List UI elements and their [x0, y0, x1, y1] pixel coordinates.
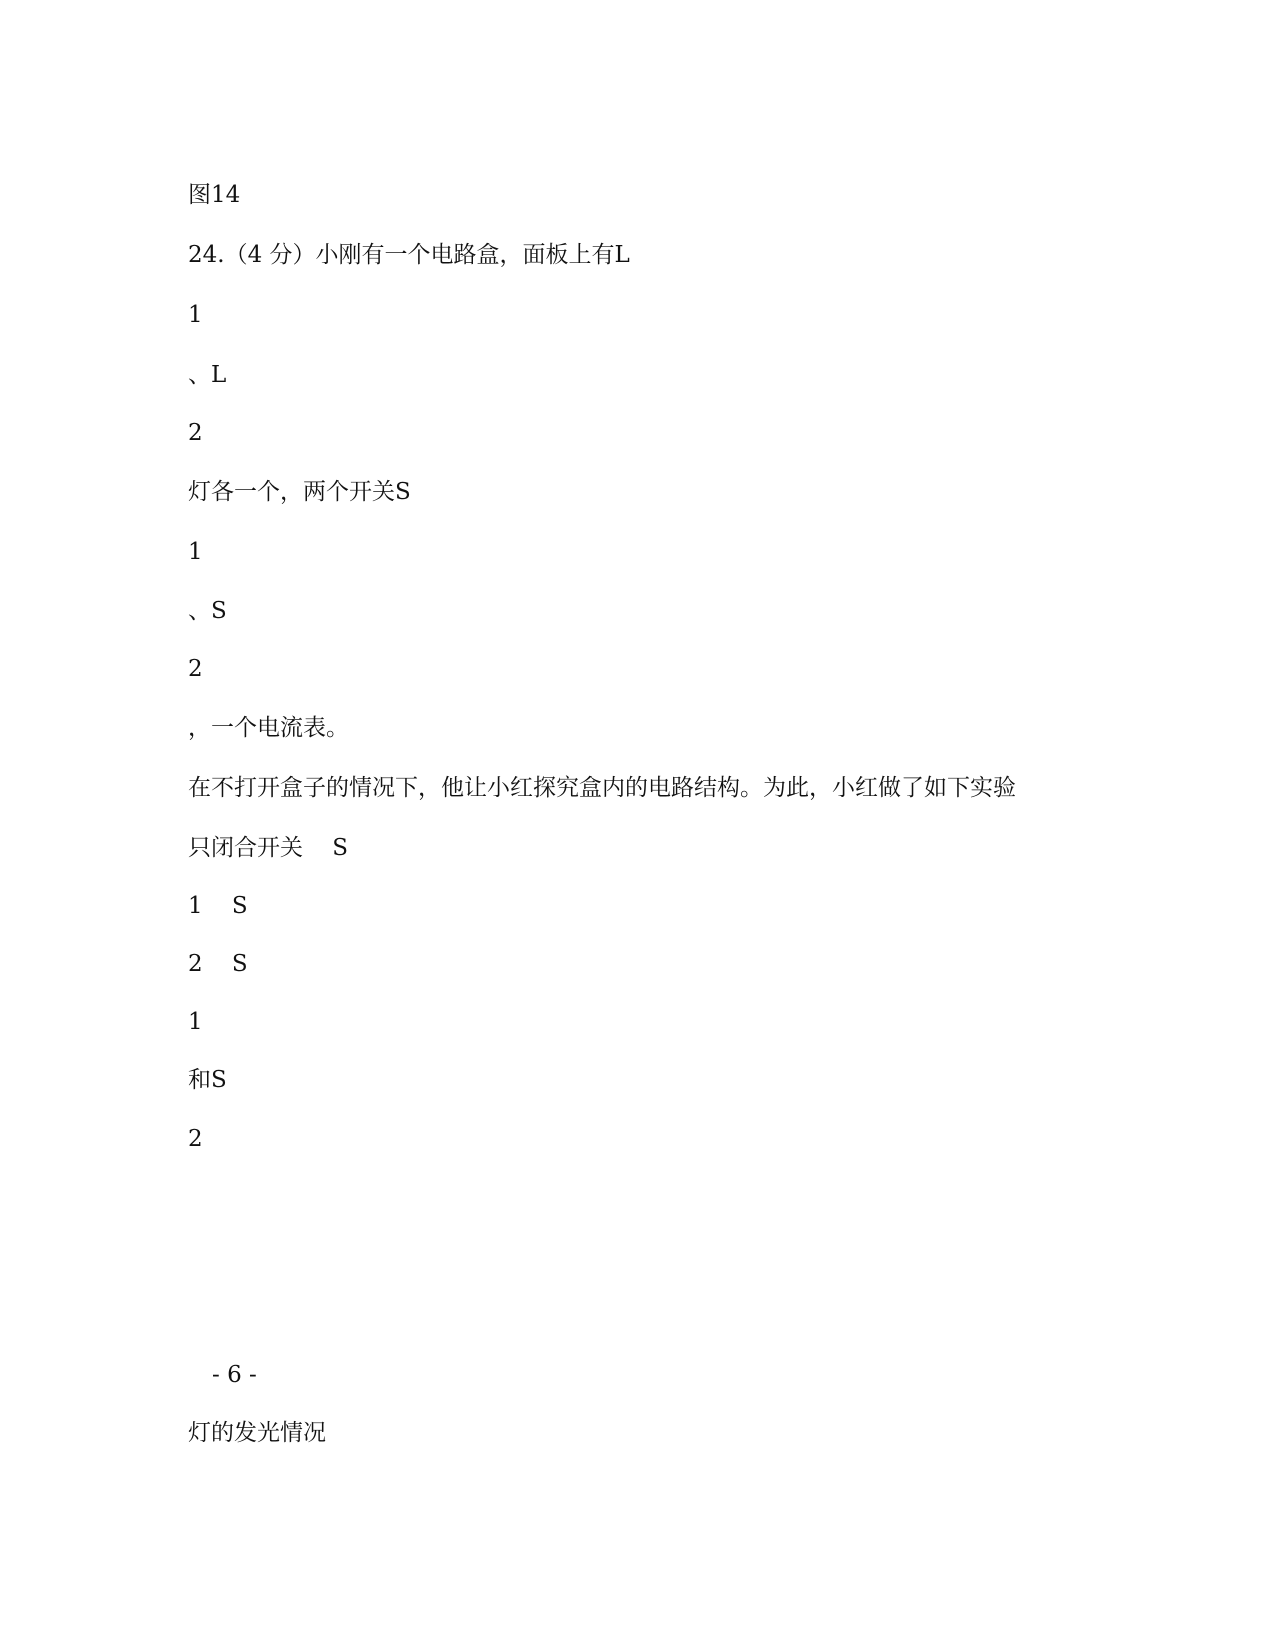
text-line: 灯各一个，两个开关S — [188, 479, 411, 505]
text-line: 2 — [188, 420, 203, 446]
table-header-text: 和S — [188, 1067, 227, 1093]
table-row-label: 灯的发光情况 — [188, 1420, 326, 1446]
text-line: 1 — [188, 302, 203, 328]
text-line: ，一个电流表。 — [188, 715, 349, 741]
page-number: - 6 - — [212, 1362, 257, 1388]
text-line: 、S — [188, 598, 227, 624]
table-header-text: 1 — [188, 1009, 203, 1035]
text-line: 、L — [188, 362, 227, 388]
question-24-text: 24.（4 分）小刚有一个电路盒，面板上有L — [188, 242, 630, 268]
table-header-text: 2 — [188, 1126, 203, 1152]
text-line: 1 — [188, 539, 203, 565]
text-line: 2 — [188, 656, 203, 682]
table-header-text: 2 S — [188, 951, 248, 977]
table-header-text: 1 S — [188, 893, 248, 919]
table-header-text: 只闭合开关 S — [188, 835, 349, 861]
figure-caption: 图14 — [188, 182, 241, 208]
text-line: 在不打开盒子的情况下，他让小红探究盒内的电路结构。为此，小红做了如下实验 — [188, 775, 1016, 801]
